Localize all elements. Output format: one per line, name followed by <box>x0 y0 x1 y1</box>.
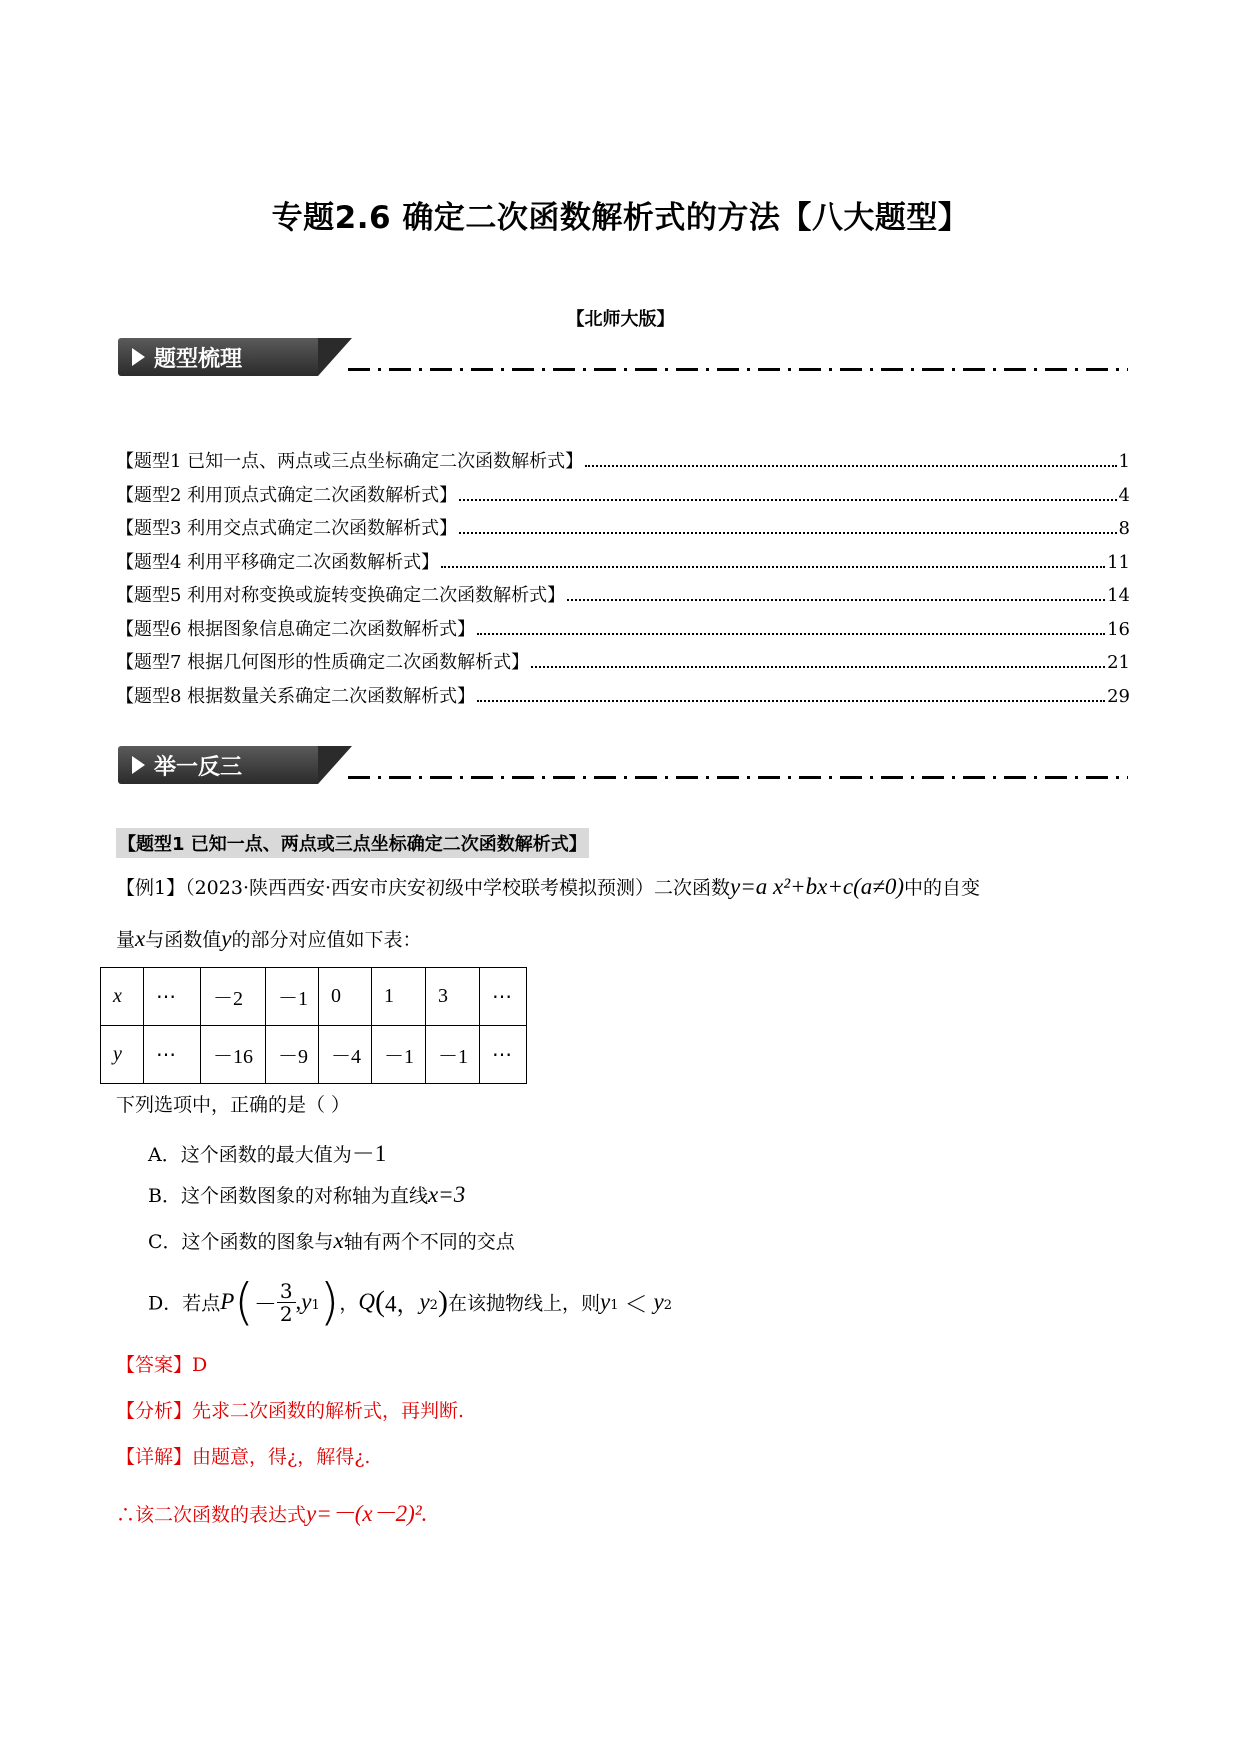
banner-label: 题型梳理 <box>154 347 243 372</box>
toc-entry[interactable]: 【题型1 已知一点、两点或三点坐标确定二次函数解析式】 1 <box>116 451 1130 472</box>
edition-label: 【北师大版】 <box>566 309 675 330</box>
option-c[interactable]: C．这个函数的图象与x轴有两个不同的交点 <box>148 1228 515 1253</box>
answer-line: 【答案】D <box>116 1354 208 1376</box>
toc-entry[interactable]: 【题型3 利用交点式确定二次函数解析式】 8 <box>116 518 1130 539</box>
table-row: x ⋯ －2 －1 0 1 3 ⋯ <box>101 968 527 1026</box>
table-row: y ⋯ －16 －9 －4 －1 －1 ⋯ <box>101 1026 527 1084</box>
toc-entry[interactable]: 【题型4 利用平移确定二次函数解析式】 11 <box>116 551 1130 573</box>
option-d[interactable]: D．若点P(－ $\frac{3}{2}$ $,y_1$)，Q(4，$y_2$)在该抛物线上，则$y_1 < y_2$ <box>148 1273 672 1331</box>
toc-entry[interactable]: 【题型6 根据图象信息确定二次函数解析式】 16 <box>116 618 1130 640</box>
question-text: 下列选项中，正确的是（ ） <box>116 1094 351 1116</box>
banner-label: 举一反三 <box>154 755 243 780</box>
fraction: $\frac{3}{2}$ <box>277 1280 296 1325</box>
example-line-2: 量x与函数值y的部分对应值如下表： <box>116 926 422 951</box>
toc-entry[interactable]: 【题型7 根据几何图形的性质确定二次函数解析式】 21 <box>116 652 1130 673</box>
page-title: 专题2.6 确定二次函数解析式的方法【八大题型】 <box>271 200 970 236</box>
option-a[interactable]: A．这个函数的最大值为－1 <box>148 1141 387 1166</box>
conclusion-line: ∴该二次函数的表达式y=－(x－2)². <box>116 1501 428 1526</box>
dash-divider <box>348 776 1128 779</box>
toc-entry[interactable]: 【题型5 利用对称变换或旋转变换确定二次函数解析式】 14 <box>116 585 1130 606</box>
analysis-line: 【分析】先求二次函数的解析式，再判断. <box>116 1400 465 1422</box>
example-line-1: 【例1】（2023·陕西西安·西安市庆安初级中学校联考模拟预测）二次函数y=a x²+bx+c(a≠0)中的自变 <box>116 874 981 899</box>
dash-divider <box>348 368 1128 371</box>
banner-outline <box>118 338 1128 384</box>
detail-line: 【详解】由题意，得¿，解得¿. <box>116 1446 371 1468</box>
table-of-contents <box>116 447 1130 715</box>
banner-practice <box>118 746 1128 792</box>
play-icon <box>132 348 145 366</box>
play-icon <box>132 756 145 774</box>
value-table <box>100 967 527 1084</box>
toc-entry[interactable]: 【题型8 根据数量关系确定二次函数解析式】 29 <box>116 685 1130 707</box>
option-b[interactable]: B．这个函数图象的对称轴为直线x=3 <box>148 1182 466 1207</box>
section-heading: 【题型1 已知一点、两点或三点坐标确定二次函数解析式】 <box>116 828 589 858</box>
toc-entry[interactable]: 【题型2 利用顶点式确定二次函数解析式】 4 <box>116 484 1130 506</box>
